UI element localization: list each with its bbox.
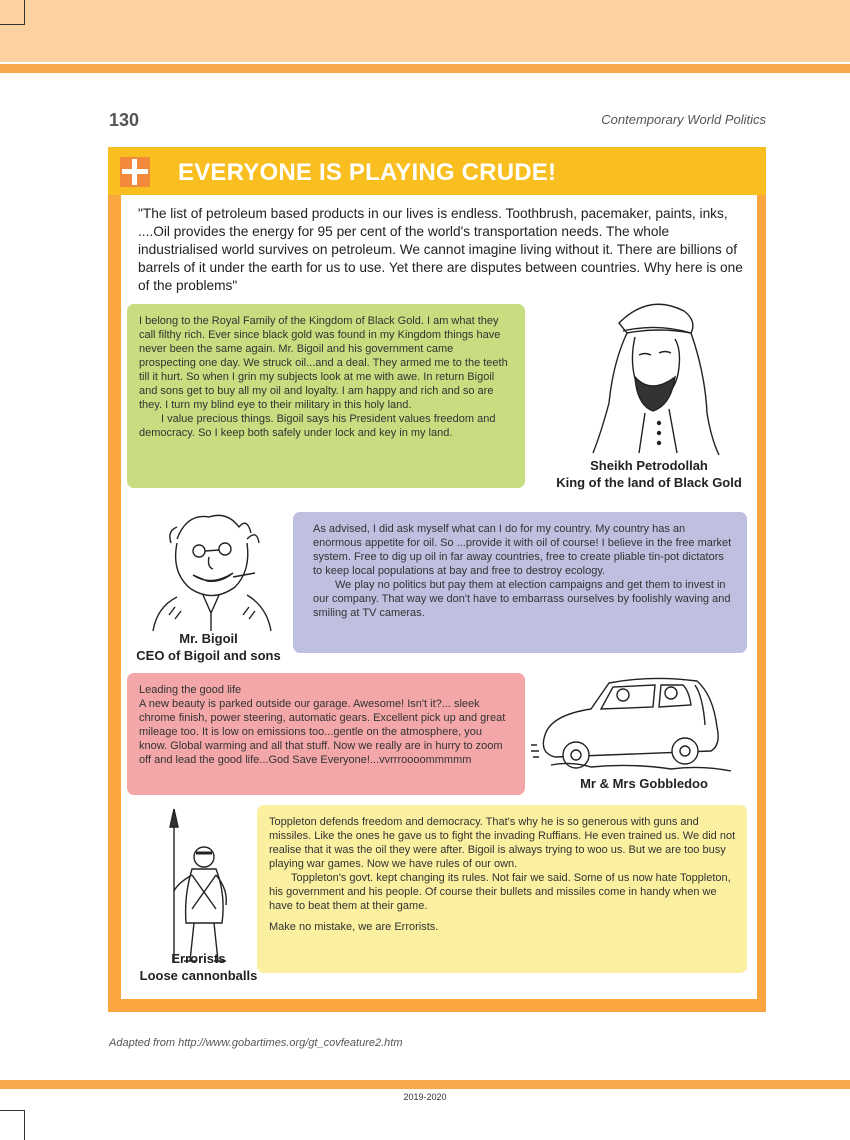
feature-box-header [108,147,766,195]
bigoil-speech-panel [293,512,747,653]
gobbledoo-name: Mr & Mrs Gobbledoo [580,776,708,791]
errorists-name: Errorists [171,951,226,966]
crop-mark-bottom [0,1110,25,1140]
top-orange-stripe [0,64,850,73]
car-illustration [531,665,741,783]
source-credit: Adapted from http://www.gobartimes.org/gt_covfeature2.htm [109,1037,403,1049]
errorists-paragraph-3: Make no mistake, we are Errorists. [269,921,439,933]
footer-year: 2019-2020 [403,1092,447,1102]
bigoil-name: Mr. Bigoil [179,631,238,646]
page-number: 130 [109,110,140,130]
errorists-role: Loose cannonballs [139,968,258,983]
running-head-book-title: Contemporary World Politics [601,112,766,127]
bigoil-role: CEO of Bigoil and sons [136,648,281,663]
errorists-paragraph-1: Toppleton defends freedom and democracy. That's why he is so generous with guns and missiles. Like the ones he gave us to fight the invading Ruffians. He even trained us. We did not realise that it was the oil they were after. Bigoil is always trying to woo us. But we are too busy playing war games. Now we have rules of our own. [269,816,736,870]
gobbledoo-text: A new beauty is parked outside our garage. Awesome! Isn't it?... sleek chrome finish, power steering, automatic gears. Excellent pick up and great mileage too. It is low on emissions too...gentle on the atmosphere, you know. Global warming and all that stuff. Now we really are in hurry to zoom off and lead the good life...God Save Everyone!...vvrrroooommmmm [139,698,506,766]
sheikh-paragraph-2: I value precious things. Bigoil says his President values freedom and democracy. So I keep both safely under lock and key in my land. [139,413,496,439]
bigoil-caption [121,630,296,664]
feature-box [108,147,766,1012]
sheikh-speech-panel [127,304,525,488]
errorists-speech-panel [257,805,747,973]
feature-box-title: EVERYONE IS PLAYING CRUDE! [178,159,557,186]
errorists-caption [121,950,276,984]
sheikh-paragraph-1: I belong to the Royal Family of the Kingdom of Black Gold. I am what they call filthy rich. Ever since black gold was found in my Kingdom things have never been the same again. Mr. Bigoil and his government came prospecting one day. We struck oil...and a deal. They armed me to the teeth till it hurt. So when I grin my subjects look at me with awe. In return Bigoil and sons get to buy all my oil and loyalty. I am happy and rich and so are they. I turn my blind eye to their military in this holy land. [139,315,508,411]
bigoil-illustration [147,503,277,633]
sheikh-caption [541,457,757,491]
plus-icon [120,157,150,187]
sheikh-illustration [579,293,729,458]
bottom-orange-stripe [0,1080,850,1089]
bigoil-paragraph-2: We play no politics but pay them at election campaigns and get them to invest in our company. That way we don't have to embarrass ourselves by foolishly waving and smiling at TV cameras. [313,579,731,619]
gobbledoo-heading: Leading the good life [139,684,242,696]
feature-box-body [121,195,757,999]
bigoil-paragraph-1: As advised, I did ask myself what can I do for my country. My country has an enormous appetite for oil. So ...provide it with oil of course! I believe in the free market system. Free to dig up oil in far away countries, free to create pliable tin-pot dictators to keep local populations at bay and free to destroy ecology. [313,523,732,577]
sheikh-name: Sheikh Petrodollah [590,458,708,473]
intro-quote: "The list of petroleum based products in our lives is endless. Toothbrush, pacemaker, paints, inks, ....Oil provides the energy for 95 per cent of the world's transportation needs. The whole industrialised world survives on petroleum. We cannot imagine living without it. There are billions of barrels of it under the earth for us to use. Yet there are disputes between countries. Why here is one of the problems" [138,206,743,293]
gobbledoo-caption [531,775,757,792]
gobbledoo-speech-panel [127,673,525,795]
sheikh-role: King of the land of Black Gold [556,475,742,490]
errorists-illustration [156,805,246,970]
top-decorative-band [0,0,850,62]
errorists-paragraph-2: Toppleton's govt. kept changing its rules. Not fair we said. Some of us now hate Toppleton, his government and his people. Of course their bullets and missiles come in handy when we have to beat them at their game. [269,872,731,912]
crop-mark-top [0,0,25,25]
